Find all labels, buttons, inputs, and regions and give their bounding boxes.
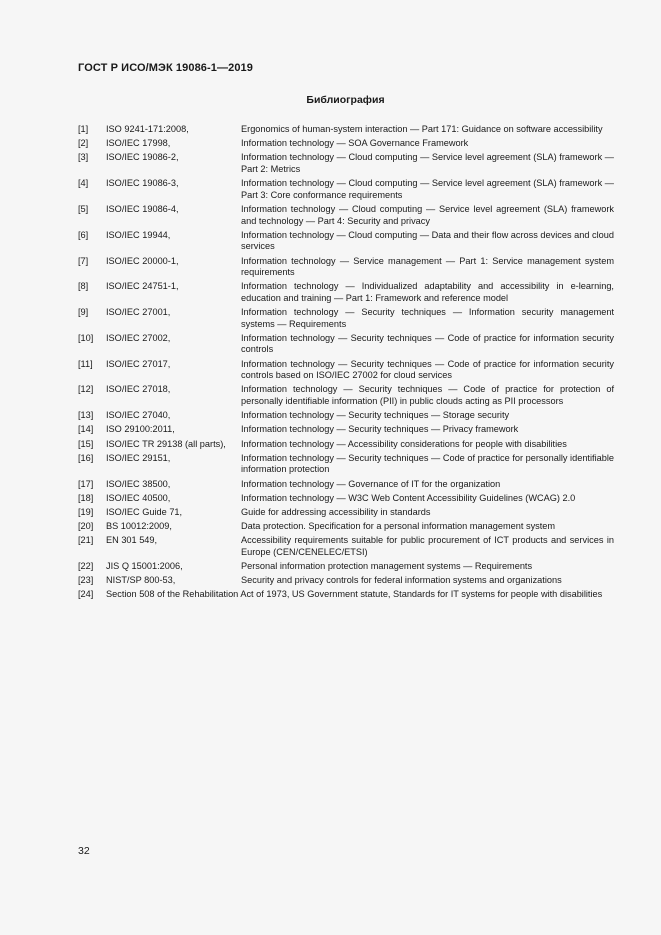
entry-number: [17] bbox=[78, 478, 94, 489]
entry-reference: ISO/IEC 19086-4, bbox=[106, 203, 179, 214]
entry-number: [18] bbox=[78, 492, 94, 503]
page-number: 32 bbox=[78, 845, 90, 857]
entry-reference: ISO/IEC 19944, bbox=[106, 229, 171, 240]
entry-description: Information technology — Security techniques — Privacy framework bbox=[241, 424, 519, 435]
bibliography-entry bbox=[78, 507, 614, 519]
entry-description: Information technology — Security techniques — Code of practice for protection of personally identifiable information (PII) in public clouds acting as PII processors bbox=[241, 384, 614, 406]
entry-number: [23] bbox=[78, 575, 94, 586]
bibliography-entry bbox=[78, 575, 614, 587]
entry-reference: ISO 9241-171:2008, bbox=[106, 124, 189, 134]
bibliography-entry bbox=[78, 521, 614, 533]
entry-number: [1] bbox=[78, 124, 89, 134]
bibliography-entry bbox=[78, 535, 614, 558]
bibliography-entry bbox=[78, 561, 614, 573]
bibliography-list bbox=[78, 124, 614, 604]
entry-reference: ISO/IEC 38500, bbox=[106, 478, 171, 489]
bibliography-entry bbox=[78, 439, 614, 451]
bibliography-entry bbox=[78, 281, 614, 304]
entry-number: [9] bbox=[78, 307, 89, 318]
entry-number: [4] bbox=[78, 178, 89, 189]
entry-description: Information technology — Cloud computing — Data and their flow across devices and cloud services bbox=[241, 229, 614, 252]
entry-description: Security and privacy controls for federal information systems and organizations bbox=[241, 575, 562, 586]
entry-reference: ISO/IEC 17998, bbox=[106, 138, 171, 149]
entry-description: Information technology — Cloud computing — Service level agreement (SLA) framework — Part 3: Core conformance requirements bbox=[241, 178, 614, 200]
entry-description: Information technology — Security techniques — Information security management systems — Requirements bbox=[241, 307, 614, 329]
entry-reference: EN 301 549, bbox=[106, 535, 158, 546]
entry-number: [3] bbox=[78, 152, 89, 163]
bibliography-entry bbox=[78, 124, 614, 136]
entry-reference: ISO/IEC 29151, bbox=[106, 452, 171, 463]
entry-number: [6] bbox=[78, 229, 89, 240]
bibliography-entry bbox=[78, 589, 614, 601]
entry-reference: ISO/IEC 19086-3, bbox=[106, 178, 179, 189]
entry-description: Guide for addressing accessibility in standards bbox=[241, 506, 431, 517]
bibliography-entry bbox=[78, 453, 614, 476]
bibliography-entry bbox=[78, 138, 614, 150]
entry-number: [22] bbox=[78, 561, 94, 572]
entry-number: [24] bbox=[78, 589, 94, 600]
entry-description: Accessibility requirements suitable for public procurement of ICT products and services in Europe (CEN/CENELEC/ETSI) bbox=[241, 535, 614, 557]
entry-reference: ISO/IEC TR 29138 (all parts), bbox=[106, 438, 226, 449]
section-title: Библиография bbox=[306, 94, 385, 106]
bibliography-entry bbox=[78, 307, 614, 330]
entry-description: Ergonomics of human-system interaction — Part 171: Guidance on software accessibility bbox=[241, 124, 603, 134]
entry-reference: NIST/SP 800-53, bbox=[106, 575, 176, 586]
entry-reference: ISO/IEC 20000-1, bbox=[106, 255, 179, 266]
bibliography-entry bbox=[78, 204, 614, 227]
entry-description: Information technology — Individualized adaptability and accessibility in e-learning, education and training — Part 1: Framework and reference model bbox=[241, 281, 614, 303]
entry-description: Personal information protection management systems — Requirements bbox=[241, 561, 533, 572]
entry-number: [2] bbox=[78, 138, 89, 149]
entry-description: Information technology — Cloud computing — Service level agreement (SLA) framework — Part 2: Metrics bbox=[241, 152, 614, 174]
entry-reference: ISO/IEC 27017, bbox=[106, 358, 171, 369]
entry-reference: ISO/IEC 24751-1, bbox=[106, 281, 179, 292]
entry-description: Information technology — Governance of IT for the organization bbox=[241, 478, 501, 489]
entry-number: [8] bbox=[78, 281, 89, 292]
bibliography-entry bbox=[78, 256, 614, 279]
entry-reference: ISO/IEC 40500, bbox=[106, 492, 171, 503]
bibliography-entry bbox=[78, 333, 614, 356]
entry-number: [11] bbox=[78, 358, 93, 369]
entry-number: [20] bbox=[78, 521, 94, 532]
entry-number: [12] bbox=[78, 384, 94, 395]
entry-number: [14] bbox=[78, 424, 94, 435]
bibliography-entry bbox=[78, 479, 614, 491]
entry-reference: ISO 29100:2011, bbox=[106, 424, 175, 435]
entry-number: [19] bbox=[78, 506, 94, 517]
bibliography-entry bbox=[78, 152, 614, 175]
entry-description: Information technology — Accessibility considerations for people with disabilities bbox=[241, 438, 567, 449]
bibliography-entry bbox=[78, 178, 614, 201]
document-header: ГОСТ Р ИСО/МЭК 19086-1—2019 bbox=[78, 62, 253, 74]
bibliography-entry bbox=[78, 424, 614, 436]
entry-reference: ISO/IEC Guide 71, bbox=[106, 506, 183, 517]
entry-number: [5] bbox=[78, 203, 89, 214]
entry-reference: ISO/IEC 27002, bbox=[106, 332, 171, 343]
entry-description: Information technology — Security techniques — Code of practice for personally identifiable information protection bbox=[241, 452, 614, 475]
bibliography-entry bbox=[78, 410, 614, 422]
entry-number: [16] bbox=[78, 452, 94, 463]
bibliography-entry bbox=[78, 359, 614, 382]
bibliography-entry bbox=[78, 230, 614, 253]
entry-reference: ISO/IEC 19086-2, bbox=[106, 152, 179, 163]
entry-reference: ISO/IEC 27040, bbox=[106, 410, 171, 421]
entry-reference: JIS Q 15001:2006, bbox=[106, 561, 183, 572]
entry-description: Information technology — Security techniques — Storage security bbox=[241, 410, 510, 421]
entry-number: [21] bbox=[78, 535, 94, 546]
entry-description: Data protection. Specification for a personal information management system bbox=[241, 521, 556, 532]
entry-reference: ISO/IEC 27001, bbox=[106, 307, 171, 318]
bibliography-entry bbox=[78, 493, 614, 505]
entry-number: [7] bbox=[78, 255, 89, 266]
entry-number: [15] bbox=[78, 438, 94, 449]
entry-number: [10] bbox=[78, 332, 94, 343]
entry-reference: BS 10012:2009, bbox=[106, 521, 172, 532]
bibliography-entry bbox=[78, 384, 614, 407]
entry-description: Information technology — Cloud computing — Service level agreement (SLA) framework and technology — Part 4: Security and privacy bbox=[241, 203, 614, 226]
entry-description: Information technology — W3C Web Content Accessibility Guidelines (WCAG) 2.0 bbox=[241, 492, 576, 503]
entry-description: Information technology — SOA Governance Framework bbox=[241, 138, 469, 149]
entry-description: Information technology — Service management — Part 1: Service management system requirements bbox=[241, 255, 614, 278]
entry-description: Information technology — Security techniques — Code of practice for information security controls bbox=[241, 332, 614, 355]
entry-number: [13] bbox=[78, 410, 94, 421]
entry-description: Information technology — Security techniques — Code of practice for information security controls based on ISO/IEC 27002 for cloud services bbox=[241, 358, 614, 381]
entry-description: Section 508 of the Rehabilitation Act of 1973, US Government statute, Standards for IT systems for people with disabilities bbox=[106, 589, 603, 600]
entry-reference: ISO/IEC 27018, bbox=[106, 384, 171, 395]
